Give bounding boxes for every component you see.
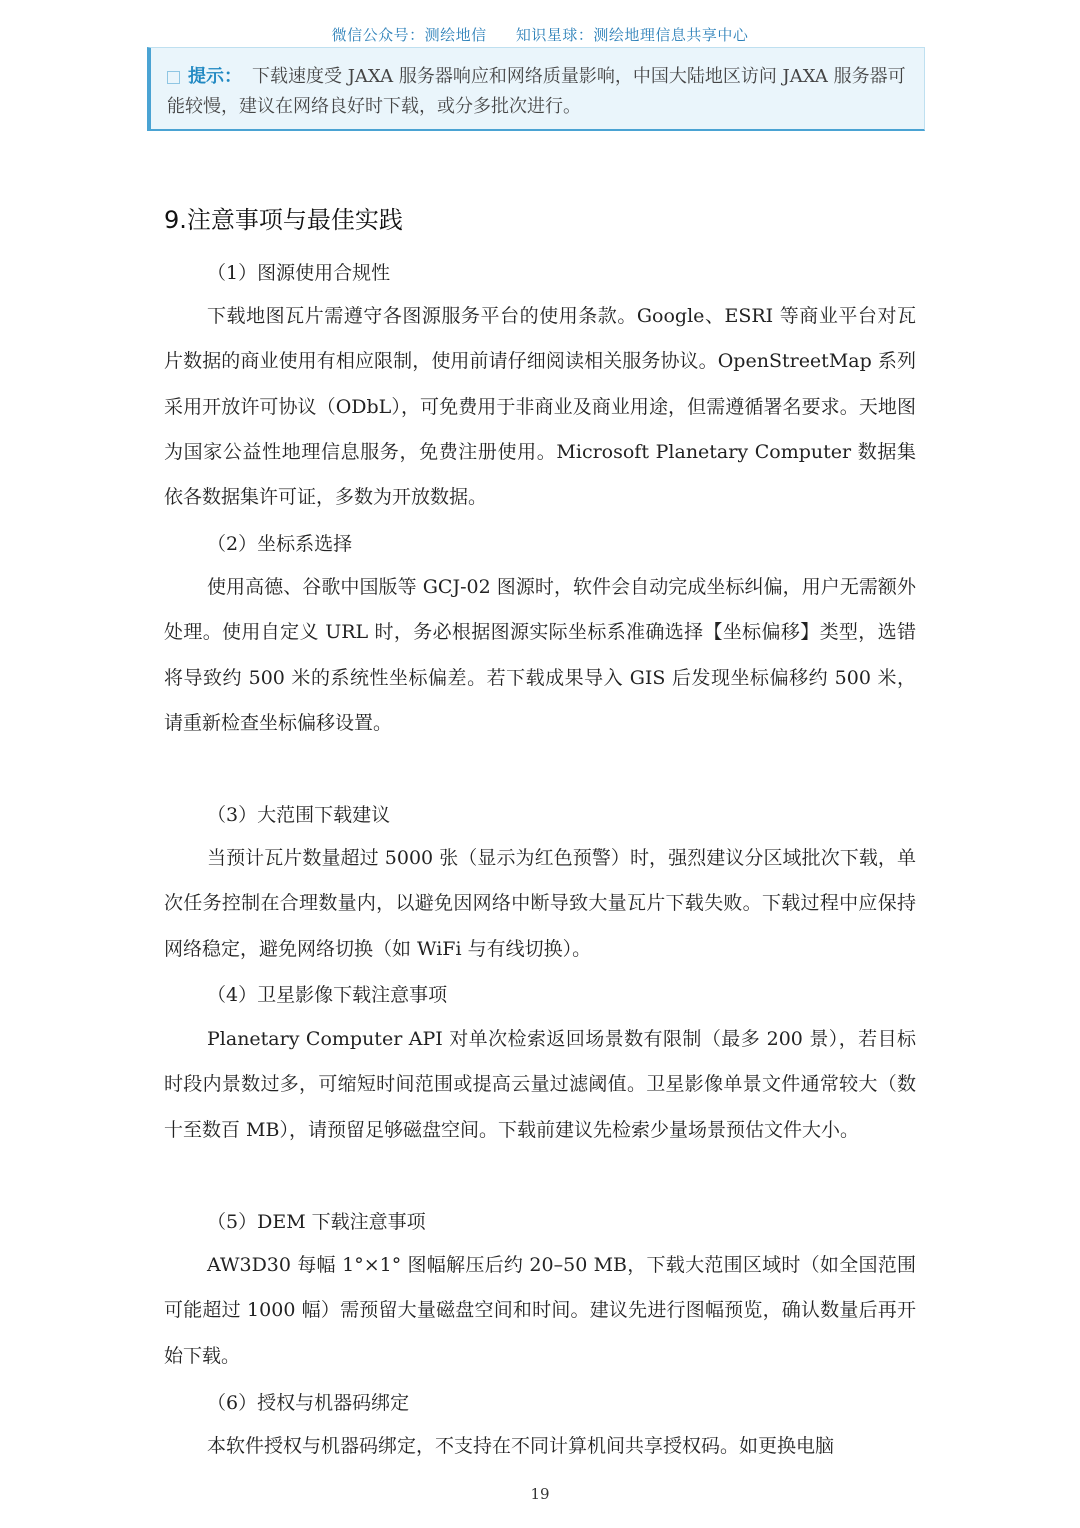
page-number: 19 — [530, 1485, 550, 1503]
paragraph-6: 本软件授权与机器码绑定，不支持在不同计算机间共享授权码。如更换电脑 — [207, 1435, 835, 1457]
paragraph-3: 当预计瓦片数量超过 5000 张（显示为红色预警）时，强烈建议分区域批次下载，单次任务控制在合理数量内，以避免因网络中断导致大量瓦片下载失败。下载过程中应保持网络稳定，避免网络切换（如 WiFi 与有线切换）。 — [164, 847, 916, 960]
tip-square-icon — [167, 71, 180, 84]
tip-label: 提示： — [188, 66, 242, 87]
subheading-3: （3）大范围下载建议 — [207, 804, 391, 826]
subheading-5: （5）DEM 下载注意事项 — [207, 1211, 426, 1233]
paragraph-4: Planetary Computer API 对单次检索返回场景数有限制（最多 200 景），若目标时段内景数过多，可缩短时间范围或提高云量过滤阈值。卫星影像单景文件通常较大（数十至数百 MB），请预留足够磁盘空间。下载前建议先检索少量场景预估文件大小。 — [164, 1028, 916, 1141]
section-title: 9.注意事项与最佳实践 — [164, 206, 403, 234]
tip-content — [167, 62, 917, 122]
subheading-2: （2）坐标系选择 — [207, 533, 353, 555]
subheading-6: （6）授权与机器码绑定 — [207, 1392, 410, 1414]
subheading-4: （4）卫星影像下载注意事项 — [207, 984, 448, 1006]
paragraph-5: AW3D30 每幅 1°×1° 图幅解压后约 20–50 MB，下载大范围区域时（如全国范围可能超过 1000 幅）需预留大量磁盘空间和时间。建议先进行图幅预览，确认数量后再开始下载。 — [164, 1254, 916, 1367]
tip-text: 下载速度受 JAXA 服务器响应和网络质量影响，中国大陆地区访问 JAXA 服务器可能较慢，建议在网络良好时下载，或分多批次进行。 — [167, 66, 906, 117]
header-zsxq: 知识星球：测绘地理信息共享中心 — [515, 26, 749, 44]
tip-box — [147, 47, 925, 131]
paragraph-1: 下载地图瓦片需遵守各图源服务平台的使用条款。Google、ESRI 等商业平台对瓦片数据的商业使用有相应限制，使用前请仔细阅读相关服务协议。OpenStreetMap 系列采用开放许可协议（ODbL），可免费用于非商业及商业用途，但需遵循署名要求。天地图为国家公益性地理信息服务，免费注册使用。Microsoft Planetary Computer 数据集依各数据集许可证，多数为开放数据。 — [164, 305, 916, 509]
paragraph-2: 使用高德、谷歌中国版等 GCJ-02 图源时，软件会自动完成坐标纠偏，用户无需额外处理。使用自定义 URL 时，务必根据图源实际坐标系准确选择【坐标偏移】类型，选错将导致约 500 米的系统性坐标偏差。若下载成果导入 GIS 后发现坐标偏移约 500 米，请重新检查坐标偏移设置。 — [164, 576, 916, 734]
subheading-1: （1）图源使用合规性 — [207, 262, 391, 284]
page-header — [0, 24, 1080, 45]
header-wechat: 微信公众号：测绘地信 — [331, 26, 487, 44]
